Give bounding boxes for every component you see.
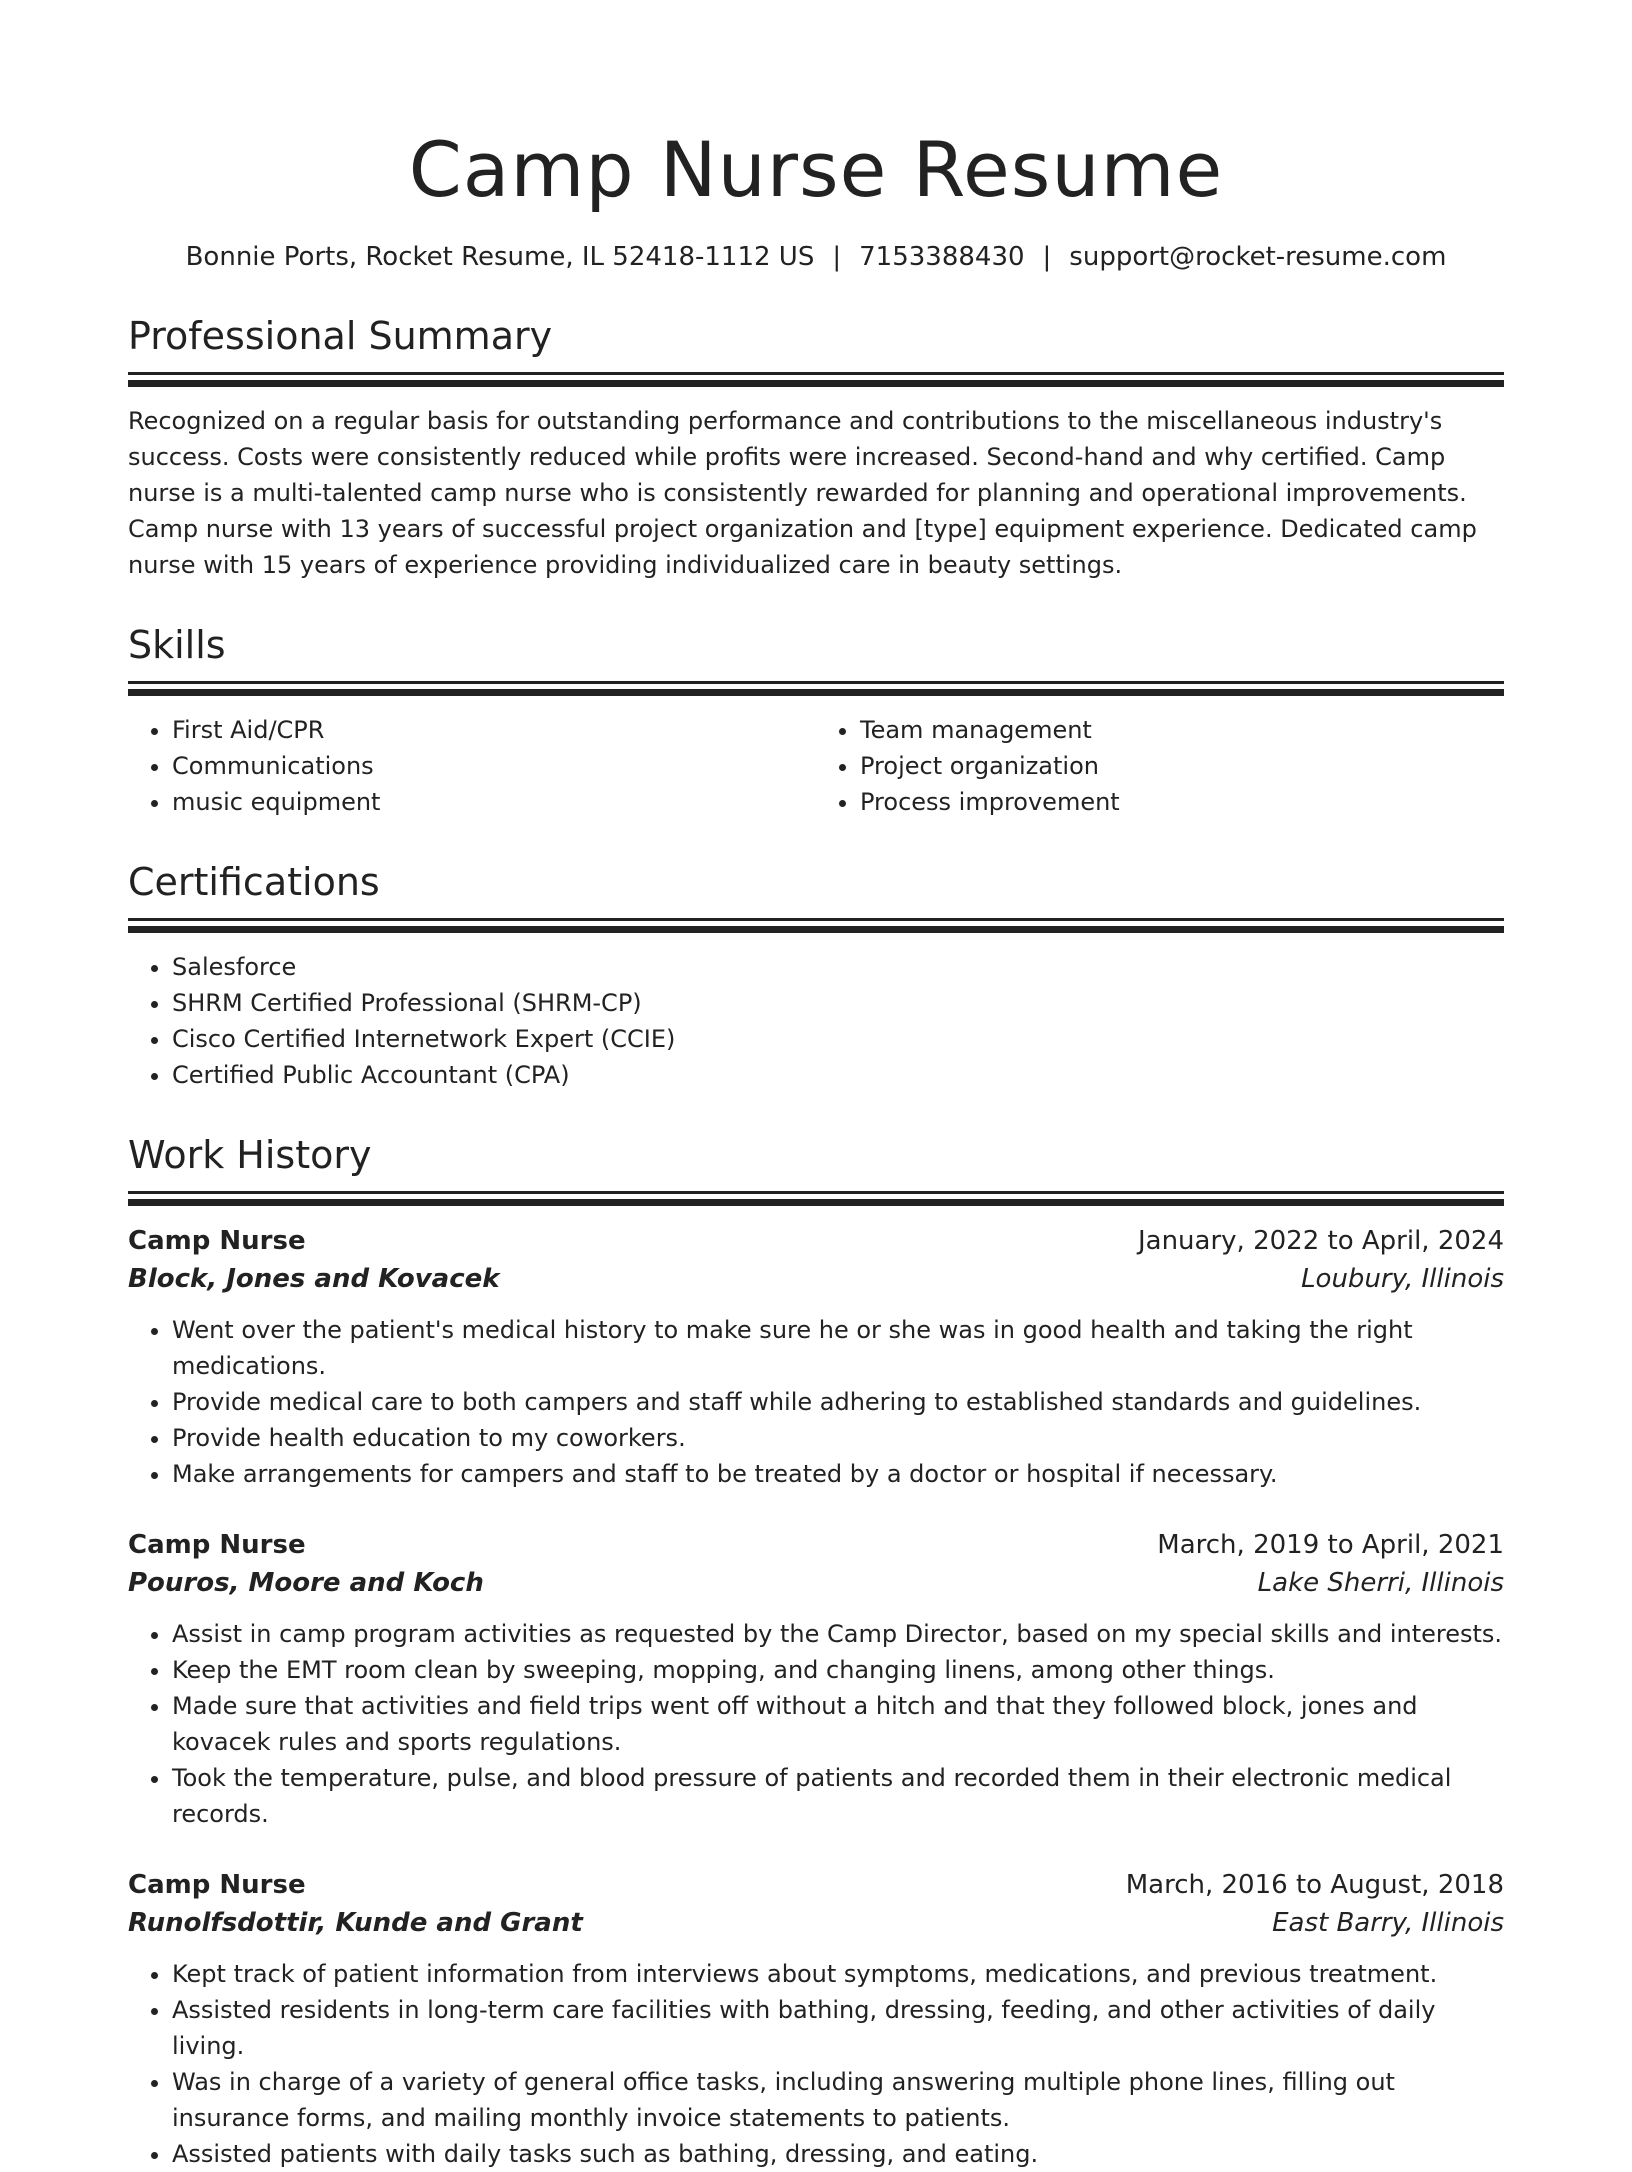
section-divider [128, 918, 1504, 921]
list-item: • Salesforce [172, 949, 1504, 985]
list-item: • Keep the EMT room clean by sweeping, mopping, and changing linens, among other things. [172, 1652, 1504, 1688]
certifications-items [128, 949, 1504, 1093]
list-item: • Assisted residents in long-term care facilities with bathing, dressing, feeding, and other activities of daily living. [172, 1992, 1504, 2064]
summary-heading: Professional Summary [128, 314, 553, 358]
job-dates: January, 2022 to April, 2024 [1137, 1226, 1504, 1256]
list-item: • Went over the patient's medical history to make sure he or she was in good health and taking the right medications. [172, 1312, 1504, 1384]
job-company: Runolfsdottir, Kunde and Grant [128, 1908, 583, 1938]
list-item: • Process improvement [860, 784, 1504, 820]
list-item: • Provide medical care to both campers and staff while adhering to established standards and guidelines. [172, 1384, 1504, 1420]
resume-title: Camp Nurse Resume [408, 125, 1224, 214]
job-location: Lake Sherri, Illinois [1257, 1568, 1504, 1598]
certifications-list [128, 949, 1504, 1093]
list-item: • Make arrangements for campers and staff to be treated by a doctor or hospital if necessary. [172, 1456, 1504, 1492]
summary-section-header [128, 312, 1504, 375]
list-item: • Project organization [860, 748, 1504, 784]
section-divider [128, 1191, 1504, 1194]
contact-separator: | [832, 242, 842, 272]
skills-list [128, 712, 1504, 820]
summary-body [128, 403, 1504, 583]
list-item: • Communications [172, 748, 816, 784]
list-item: • Made sure that activities and field trips went off without a hitch and that they followed block, jones and kovacek rules and sports regulations. [172, 1688, 1504, 1760]
contact-email: support@rocket-resume.com [1069, 242, 1447, 272]
list-item: • Cisco Certified Internetwork Expert (CCIE) [172, 1021, 1504, 1057]
job-dates: March, 2019 to April, 2021 [1157, 1530, 1504, 1560]
job-entry [128, 1866, 1504, 2172]
contact-separator: | [1042, 242, 1052, 272]
list-item: • Certified Public Accountant (CPA) [172, 1057, 1504, 1093]
skills-heading: Skills [128, 623, 226, 667]
job-title: Camp Nurse [128, 1870, 306, 1900]
skills-column-right [816, 712, 1504, 820]
job-bullets [128, 1616, 1504, 1832]
job-title: Camp Nurse [128, 1530, 306, 1560]
work-section-header [128, 1131, 1504, 1194]
work-heading: Work History [128, 1133, 372, 1177]
skills-column-left [128, 712, 816, 820]
job-entry [128, 1526, 1504, 1832]
certifications-section-header [128, 858, 1504, 921]
job-header [128, 1222, 1504, 1260]
list-item: • Assisted patients with daily tasks such as bathing, dressing, and eating. [172, 2136, 1504, 2172]
job-dates: March, 2016 to August, 2018 [1125, 1870, 1504, 1900]
skills-section-header [128, 621, 1504, 684]
job-subheader [128, 1564, 1504, 1602]
job-bullets [128, 1312, 1504, 1492]
job-header [128, 1866, 1504, 1904]
job-company: Pouros, Moore and Koch [128, 1568, 484, 1598]
list-item: • Provide health education to my coworkers. [172, 1420, 1504, 1456]
job-subheader [128, 1260, 1504, 1298]
list-item: • SHRM Certified Professional (SHRM-CP) [172, 985, 1504, 1021]
contact-line [128, 240, 1504, 274]
job-bullets [128, 1956, 1504, 2172]
section-divider [128, 681, 1504, 684]
list-item: • Kept track of patient information from interviews about symptoms, medications, and previous treatment. [172, 1956, 1504, 1992]
certifications-heading: Certifications [128, 860, 380, 904]
section-divider [128, 372, 1504, 375]
list-item: • music equipment [172, 784, 816, 820]
work-history [128, 1222, 1504, 2172]
job-subheader [128, 1904, 1504, 1942]
list-item: • Assist in camp program activities as requested by the Camp Director, based on my special skills and interests. [172, 1616, 1504, 1652]
list-item: • First Aid/CPR [172, 712, 816, 748]
job-entry [128, 1222, 1504, 1492]
job-location: East Barry, Illinois [1272, 1908, 1504, 1938]
contact-address: Bonnie Ports, Rocket Resume, IL 52418-1112 US [185, 242, 815, 272]
list-item: • Took the temperature, pulse, and blood pressure of patients and recorded them in their electronic medical records. [172, 1760, 1504, 1832]
contact-phone: 7153388430 [859, 242, 1025, 272]
job-location: Loubury, Illinois [1301, 1264, 1504, 1294]
list-item: • Team management [860, 712, 1504, 748]
summary-text: Recognized on a regular basis for outstanding performance and contributions to the miscellaneous industry's success. Costs were consistently reduced while profits were increased. Second-hand and why certified. Camp nurse is a multi-talented camp nurse who is consistently rewarded for planning and operational improvements. Camp nurse with 13 years of successful project organization and [type] equipment experience. Dedicated camp nurse with 15 years of experience providing individualized care in beauty settings. [128, 407, 1477, 579]
job-company: Block, Jones and Kovacek [128, 1264, 500, 1294]
job-header [128, 1526, 1504, 1564]
job-title: Camp Nurse [128, 1226, 306, 1256]
list-item: • Was in charge of a variety of general office tasks, including answering multiple phone lines, filling out insurance forms, and mailing monthly invoice statements to patients. [172, 2064, 1504, 2136]
